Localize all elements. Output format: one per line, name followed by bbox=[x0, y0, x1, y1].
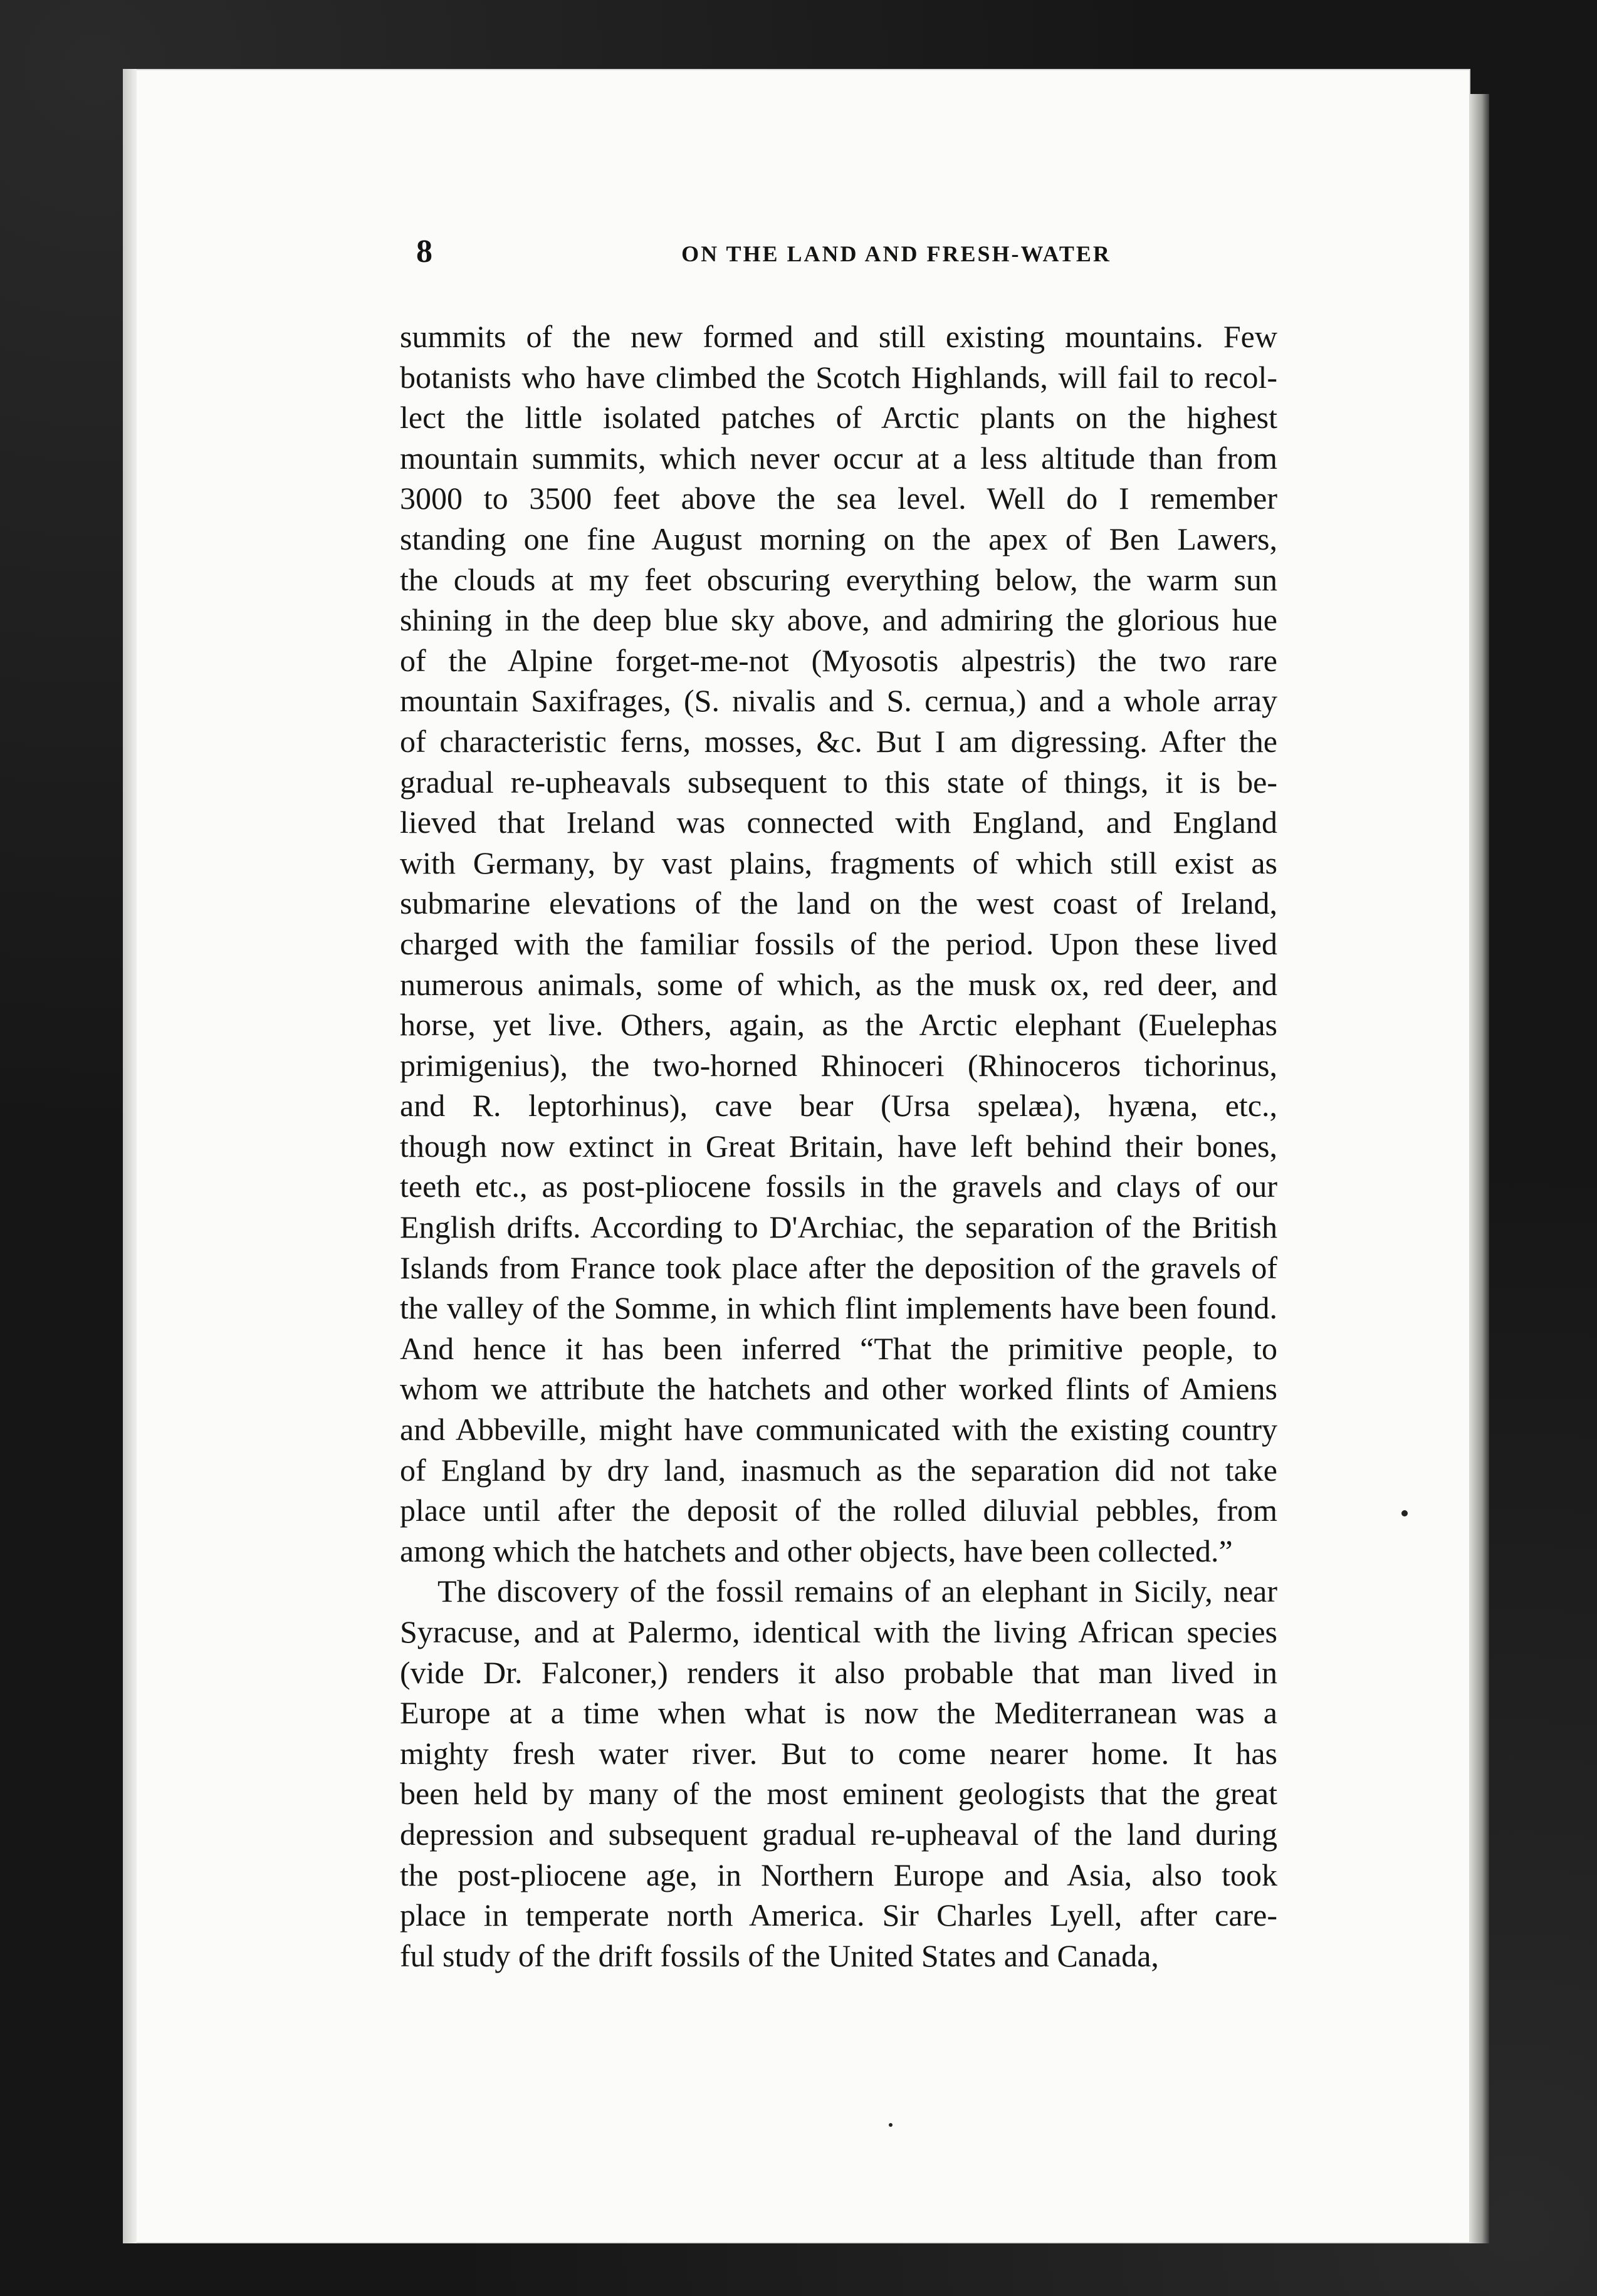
text-line: primigenius), the two-horned Rhinoceri (Rhinoceros tichorinus, bbox=[400, 1047, 1277, 1083]
text-line: Europe at a time when what is now the Mediterranean was a bbox=[400, 1695, 1277, 1731]
text-line: the valley of the Somme, in which flint implements have been found. bbox=[400, 1290, 1277, 1326]
page-fore-edge bbox=[1470, 94, 1489, 2243]
text-line: (vide Dr. Falconer,) renders it also probable that man lived in bbox=[400, 1654, 1277, 1690]
text-line: among which the hatchets and other objects, have been collected.” bbox=[400, 1533, 1233, 1568]
text-line: the post-pliocene age, in Northern Europe and Asia, also took bbox=[400, 1857, 1277, 1892]
text-line: lieved that Ireland was connected with England, and England bbox=[400, 805, 1277, 840]
text-line: numerous animals, some of which, as the musk ox, red deer, and bbox=[400, 966, 1277, 1002]
text-line: summits of the new formed and still existing mountains. Few bbox=[400, 319, 1277, 354]
text-line: with Germany, by vast plains, fragments of which still exist as bbox=[400, 845, 1277, 880]
text-line: place until after the deposit of the rolled diluvial pebbles, from bbox=[400, 1493, 1277, 1528]
text-line: and R. leptorhinus), cave bear (Ursa spelæa), hyæna, etc., bbox=[400, 1088, 1277, 1124]
text-line: mighty fresh water river. But to come nearer home. It has bbox=[400, 1735, 1277, 1771]
text-line: whom we attribute the hatchets and other worked flints of Amiens bbox=[400, 1371, 1277, 1407]
text-line: English drifts. According to D'Archiac, the separation of the British bbox=[400, 1209, 1277, 1245]
text-line: place in temperate north America. Sir Charles Lyell, after care- bbox=[400, 1897, 1277, 1933]
text-line: lect the little isolated patches of Arctic plants on the highest bbox=[400, 400, 1277, 436]
text-line: gradual re-upheavals subsequent to this state of things, it is be- bbox=[400, 764, 1277, 800]
text-line: ful study of the drift fossils of the United States and Canada, bbox=[400, 1938, 1159, 1973]
text-line: 3000 to 3500 feet above the sea level. Well do I remember bbox=[400, 481, 1277, 516]
text-line: submarine elevations of the land on the west coast of Ireland, bbox=[400, 885, 1277, 921]
text-line: mountain Saxifrages, (S. nivalis and S. cernua,) and a whole array bbox=[400, 683, 1277, 719]
text-line: horse, yet live. Others, again, as the Arctic elephant (Euelephas bbox=[400, 1007, 1277, 1043]
body-text bbox=[400, 316, 1277, 1976]
text-line: The discovery of the fossil remains of an elephant in Sicily, near bbox=[437, 1573, 1277, 1609]
page-number: 8 bbox=[416, 234, 432, 269]
text-line: Syracuse, and at Palermo, identical with the living African species bbox=[400, 1614, 1277, 1649]
text-line: depression and subsequent gradual re-upheaval of the land during bbox=[400, 1816, 1277, 1852]
page-gutter-edge bbox=[123, 69, 137, 2243]
text-line: the clouds at my feet obscuring everything below, the warm sun bbox=[400, 561, 1277, 597]
text-line: Islands from France took place after the deposition of the gravels of bbox=[400, 1250, 1277, 1285]
text-line: of characteristic ferns, mosses, &c. But I am digressing. After the bbox=[400, 723, 1277, 759]
text-line: botanists who have climbed the Scotch Highlands, will fail to recol- bbox=[400, 359, 1277, 395]
text-line: shining in the deep blue sky above, and admiring the glorious hue bbox=[400, 602, 1277, 638]
text-line: standing one fine August morning on the apex of Ben Lawers, bbox=[400, 521, 1277, 556]
text-line: charged with the familiar fossils of the period. Upon these lived bbox=[400, 926, 1277, 961]
text-line: mountain summits, which never occur at a less altitude than from bbox=[400, 440, 1277, 476]
text-line: And hence it has been inferred “That the primitive people, to bbox=[400, 1330, 1277, 1366]
text-line: been held by many of the most eminent geologists that the great bbox=[400, 1776, 1277, 1812]
text-line: of England by dry land, inasmuch as the separation did not take bbox=[400, 1452, 1277, 1488]
scan-speck bbox=[889, 2123, 893, 2127]
running-head: ON THE LAND AND FRESH-WATER bbox=[681, 241, 1111, 266]
text-line: teeth etc., as post-pliocene fossils in the gravels and clays of our bbox=[400, 1169, 1277, 1204]
text-line: though now extinct in Great Britain, have left behind their bones, bbox=[400, 1128, 1277, 1164]
text-line: of the Alpine forget-me-not (Myosotis alpestris) the two rare bbox=[400, 642, 1277, 678]
text-line: and Abbeville, might have communicated with the existing country bbox=[400, 1412, 1277, 1448]
scan-speck bbox=[1401, 1510, 1408, 1516]
